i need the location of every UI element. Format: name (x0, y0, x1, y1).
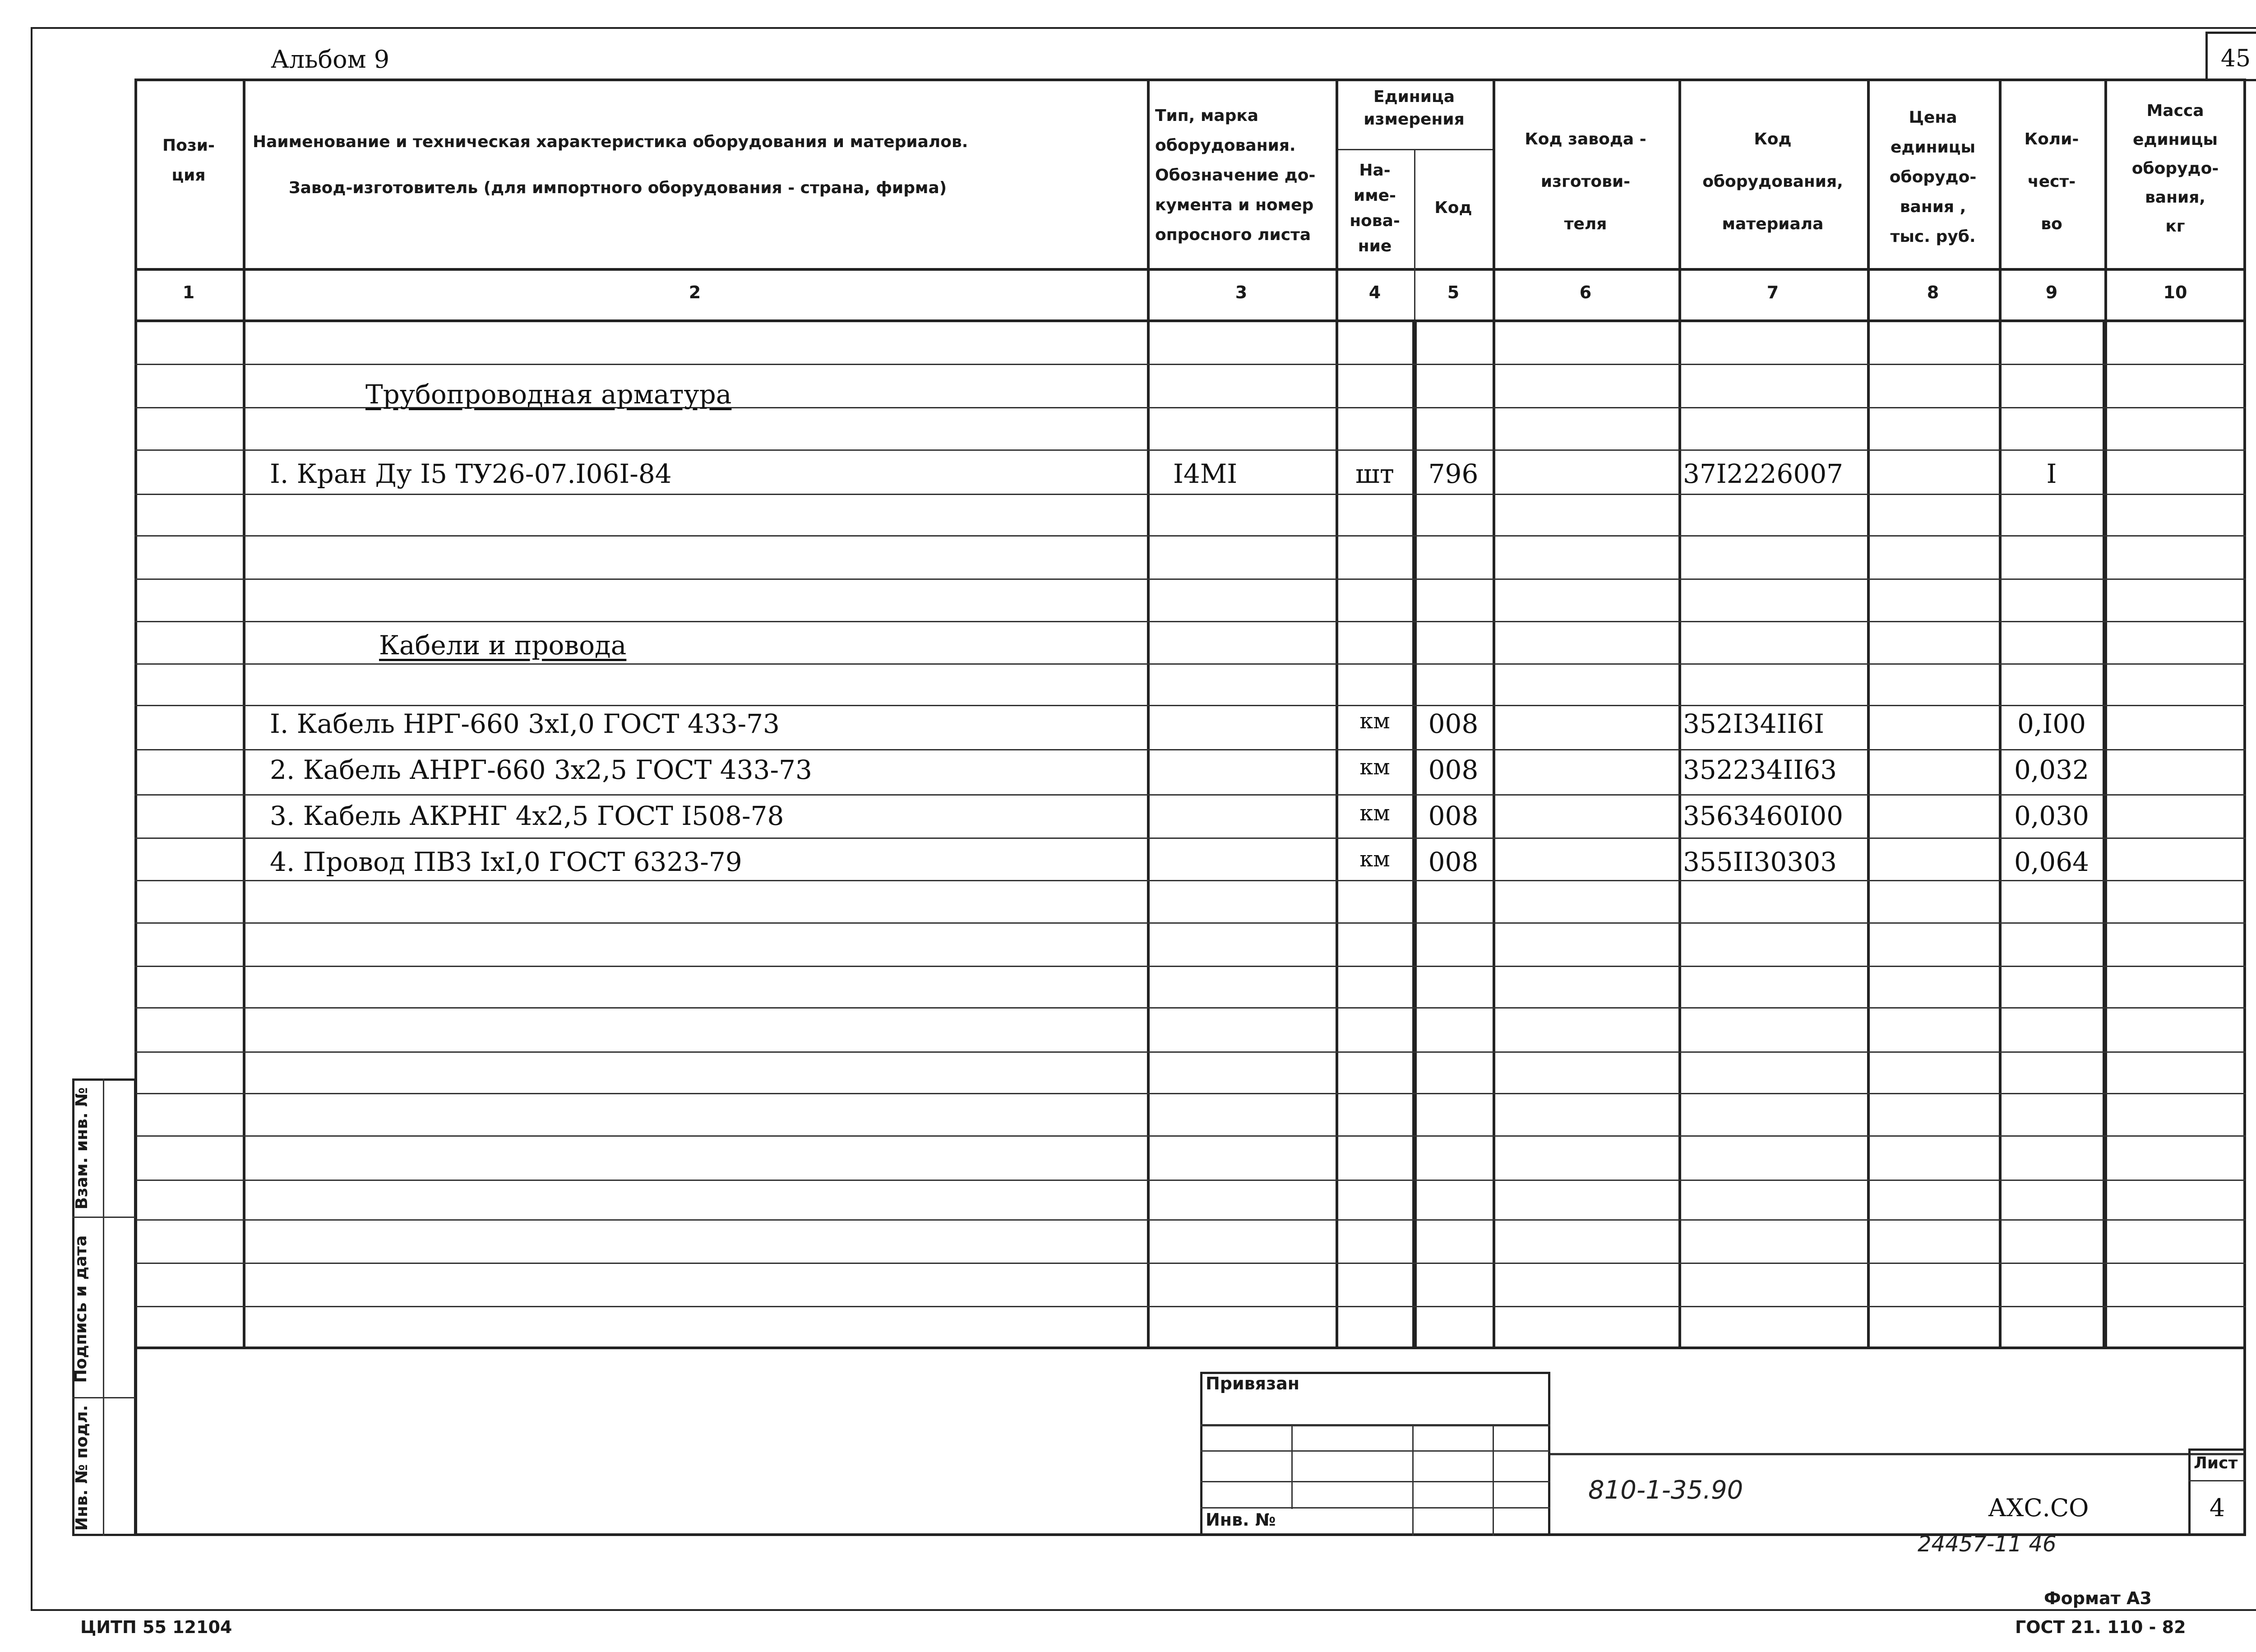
col-line-1 (243, 79, 245, 1348)
privyazan-line (1200, 1424, 1550, 1426)
header-factory-code: Код завода - изготови- теля (1525, 130, 1646, 233)
row-item-code: 352I34II6I (1683, 708, 1825, 739)
title-block-top (1550, 1453, 2246, 1455)
sheet-number: 4 (2209, 1494, 2225, 1522)
table-row-line (134, 578, 2246, 580)
privyazan-line (1200, 1507, 1550, 1509)
row-unit: км (1359, 708, 1390, 734)
header-unit-group: Единица измерения (1364, 88, 1465, 129)
col-line-6 (1678, 79, 1681, 1348)
header-name-line2: Завод-изготовитель (для импортного оборудования - страна, фирма) (289, 179, 947, 197)
page-number: 45 (2220, 45, 2251, 72)
privyazan-line (1200, 1481, 1550, 1482)
row-name: 2. Кабель АНРГ-660 3х2,5 ГОСТ 433-73 (270, 754, 812, 785)
header-name-line1: Наименование и техническая характеристика оборудования и материалов. (253, 133, 968, 151)
row-unit: км (1359, 801, 1390, 826)
table-row-line (134, 1306, 2246, 1307)
colnum-bottom-line (134, 319, 2246, 322)
privyazan-label: Привязан (1206, 1374, 1300, 1393)
table-row-line (134, 621, 2246, 622)
doc-code: АХС.СО (1988, 1494, 2089, 1522)
colnum-6: 6 (1579, 282, 1592, 302)
row-unit-code: 008 (1428, 708, 1479, 739)
table-row-line (134, 880, 2246, 881)
header-bottom-line (134, 268, 2246, 271)
table-row-line (134, 535, 2246, 537)
row-item-code: 37I2226007 (1683, 458, 1844, 489)
row-unit: км (1359, 847, 1390, 872)
table-row-line (134, 922, 2246, 924)
colnum-1: 1 (182, 282, 195, 302)
row-name: I. Кабель НРГ-660 3хI,0 ГОСТ 433-73 (270, 708, 780, 739)
side-podpis: Подпись и дата (72, 1235, 90, 1383)
table-row-line (134, 1007, 2246, 1009)
colnum-3: 3 (1235, 282, 1248, 302)
header-mass: Масса единицы оборудо- вания, кг (2131, 102, 2219, 236)
colnum-5: 5 (1447, 282, 1460, 302)
header-position: Пози- ция (162, 136, 215, 185)
project-code: 810-1-35.90 (1588, 1476, 1743, 1505)
table-row-line (134, 749, 2246, 750)
table-row-line (134, 1263, 2246, 1264)
row-unit-code: 008 (1428, 801, 1479, 831)
table-row-line (134, 364, 2246, 365)
table-row-line (134, 1219, 2246, 1221)
colnum-7: 7 (1766, 282, 1779, 302)
side-stamp-vline (103, 1078, 104, 1536)
row-unit: км (1359, 754, 1390, 780)
table-row-line (134, 663, 2246, 665)
row-item-code: 355II30303 (1683, 847, 1837, 877)
table-row-line (134, 705, 2246, 706)
colnum-8: 8 (1927, 282, 1939, 302)
section-pipe-fittings: Трубопроводная арматура (365, 379, 732, 410)
privyazan-vline (1493, 1424, 1494, 1536)
colnum-2: 2 (689, 282, 701, 302)
row-type: I4MI (1173, 458, 1238, 489)
table-row-line (134, 966, 2246, 967)
row-qty: 0,030 (2014, 801, 2090, 831)
sheet-line (2188, 1480, 2246, 1481)
colnum-4: 4 (1368, 282, 1381, 302)
privyazan-vline (1291, 1424, 1293, 1509)
table-row-line (134, 494, 2246, 495)
side-vzam: Взам. инв. № (73, 1087, 91, 1210)
table-row-line (134, 1135, 2246, 1137)
table-row-line (134, 449, 2246, 451)
row-unit-code: 008 (1428, 847, 1479, 877)
row-qty: 0,064 (2014, 847, 2090, 877)
table-row-line (134, 794, 2246, 796)
footer-gost: ГОСТ 21. 110 - 82 (2015, 1617, 2186, 1637)
header-type: Тип, марка оборудования. Обозначение до- кумента и номер опросного листа (1155, 106, 1316, 244)
row-unit-code: 796 (1428, 458, 1479, 489)
inv-no-label: Инв. № (1206, 1510, 1276, 1530)
section-cables: Кабели и провода (379, 630, 627, 661)
row-unit-code: 008 (1428, 754, 1479, 785)
row-unit: шт (1355, 458, 1394, 489)
header-unit-code: Код (1434, 199, 1472, 217)
header-item-code: Код оборудования, материала (1702, 130, 1843, 233)
table-row-line (134, 1051, 2246, 1053)
row-item-code: 352234II63 (1683, 754, 1837, 785)
handwritten-number: 24457-11 46 (1918, 1532, 2057, 1557)
header-quantity: Коли- чест- во (2024, 130, 2079, 233)
row-name: I. Кран Ду I5 ТУ26-07.I06I-84 (270, 458, 672, 489)
header-price: Цена единицы оборудо- вания , тыс. руб. (1889, 108, 1977, 246)
table-row-line (134, 1093, 2246, 1094)
col-line-2 (1147, 79, 1150, 1348)
col-line-5 (1493, 79, 1495, 1348)
privyazan-vline (1412, 1424, 1414, 1536)
album-title: Альбом 9 (271, 45, 390, 74)
table-row-line (134, 1180, 2246, 1181)
col-line-7 (1867, 79, 1870, 1348)
colnum-10: 10 (2163, 282, 2187, 302)
row-qty: 0,I00 (2017, 708, 2086, 739)
row-name: 3. Кабель АКРНГ 4х2,5 ГОСТ I508-78 (270, 801, 784, 831)
side-inv: Инв. № подл. (73, 1405, 91, 1531)
row-qty: I (2046, 458, 2057, 489)
table-row-line (134, 838, 2246, 839)
footer-left: ЦИТП 55 12104 (80, 1617, 232, 1637)
table-body-bottom (134, 1347, 2246, 1349)
sheet-label: Лист (2194, 1454, 2238, 1472)
privyazan-line (1200, 1450, 1550, 1452)
row-item-code: 3563460I00 (1683, 801, 1844, 831)
header-unit-name: На- име- нова- ние (1350, 161, 1400, 255)
footer-format: Формат А3 (2044, 1588, 2152, 1608)
colnum-9: 9 (2045, 282, 2058, 302)
row-qty: 0,032 (2014, 754, 2090, 785)
row-name: 4. Провод ПВЗ IхI,0 ГОСТ 6323-79 (270, 847, 742, 877)
